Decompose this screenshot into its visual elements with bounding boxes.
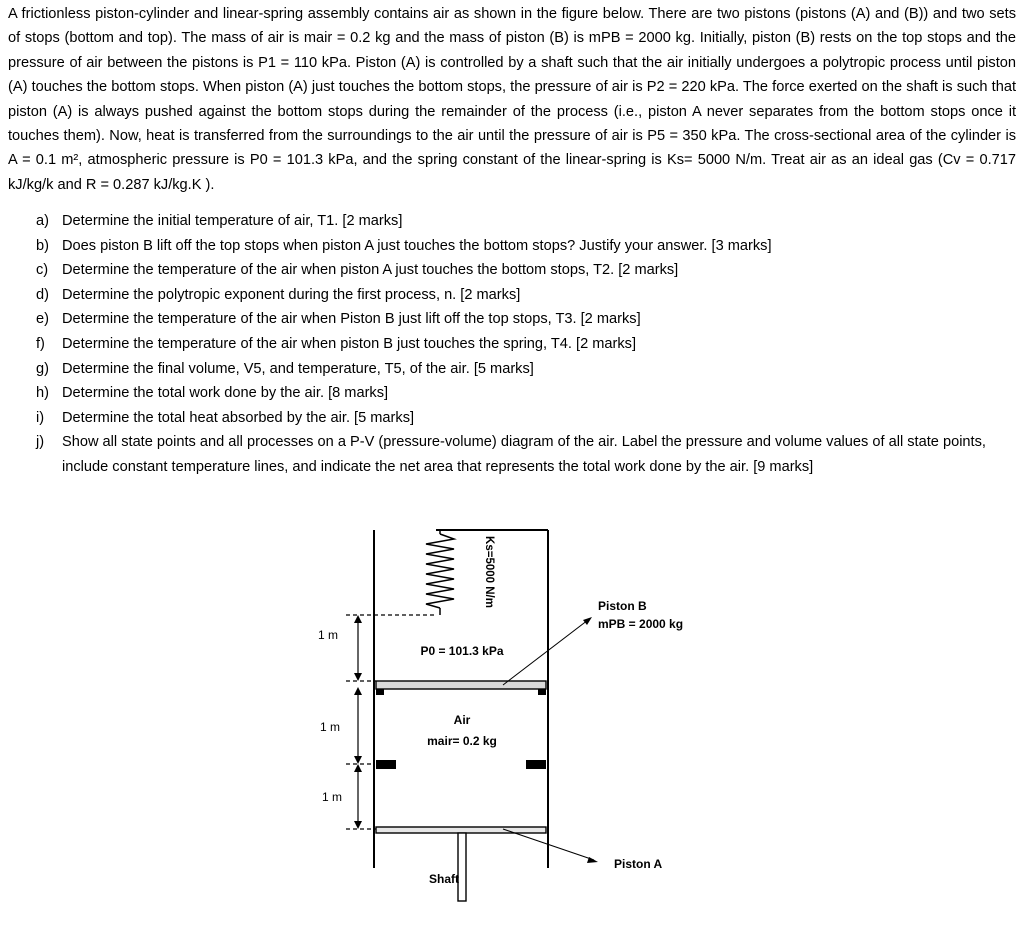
- atmospheric-pressure-label: P0 = 101.3 kPa: [420, 644, 504, 658]
- question-text: Determine the initial temperature of air, T1. [2 marks]: [62, 213, 403, 229]
- piston-b-label: Piston B: [598, 599, 647, 613]
- top-stop-right: [538, 689, 546, 695]
- piston-b: [376, 681, 546, 689]
- question-label: h): [36, 385, 49, 402]
- question-item: [36, 234, 996, 259]
- question-text: Determine the temperature of the air when piston B just touches the spring, T4. [2 marks]: [62, 335, 637, 352]
- question-item: [36, 332, 996, 357]
- dimension-label-bottom: 1 m: [321, 790, 343, 804]
- piston-b-leader-line: [503, 620, 588, 685]
- piston-cylinder-figure: [300, 520, 700, 910]
- top-stop-left: [376, 689, 384, 695]
- question-label: a): [36, 213, 49, 229]
- question-label: j): [36, 434, 45, 451]
- question-item: [36, 307, 996, 332]
- arrowhead-icon: [354, 673, 362, 681]
- question-item: [36, 258, 996, 283]
- question-label: e): [36, 311, 49, 328]
- question-text: Determine the temperature of the air when piston A just touches the bottom stops, T2. [2 marks]: [62, 262, 679, 279]
- spring-coil: [426, 534, 454, 608]
- question-label: f): [36, 335, 45, 352]
- bottom-stop-left: [376, 760, 396, 769]
- air-label: Air: [453, 713, 471, 727]
- piston-b-mass-label: mPB = 2000 kg: [598, 617, 684, 631]
- question-text: Does piston B lift off the top stops when piston A just touches the bottom stops? Justify your answer. [3 marks]: [62, 237, 772, 254]
- question-label: c): [36, 262, 49, 279]
- shaft-label: Shaft: [429, 872, 459, 886]
- question-item: [36, 406, 996, 431]
- question-label: i): [36, 409, 45, 426]
- question-label: d): [36, 286, 49, 303]
- question-text: Determine the final volume, V5, and temperature, T5, of the air. [5 marks]: [62, 360, 534, 377]
- question-label: b): [36, 237, 49, 254]
- shaft: [458, 833, 466, 901]
- arrowhead-icon: [354, 764, 362, 772]
- question-text: Determine the polytropic exponent during the first process, n. [2 marks]: [62, 286, 521, 303]
- question-text: Determine the total heat absorbed by the air. [5 marks]: [62, 409, 415, 426]
- arrowhead-icon: [354, 687, 362, 695]
- question-text: Show all state points and all processes on a P-V (pressure-volume) diagram of the air. Label the pressure and volume values of all state points, include constant temperature lines, and indicate the net area that represents the total work done by the air. [9 marks]: [62, 434, 986, 475]
- question-list: [36, 209, 996, 480]
- question-item: [36, 381, 996, 406]
- bottom-stop-right: [526, 760, 546, 769]
- arrowhead-icon: [354, 756, 362, 764]
- dimension-label-middle: 1 m: [319, 720, 341, 734]
- piston-a-label: Piston A: [614, 857, 663, 871]
- question-text: Determine the temperature of the air when Piston B just lift off the top stops, T3. [2 marks]: [62, 311, 641, 328]
- question-item: [36, 357, 996, 382]
- piston-a: [376, 827, 546, 833]
- dimension-label-top: 1 m: [317, 628, 339, 642]
- arrowhead-icon: [354, 821, 362, 829]
- spring-constant-label: Ks=5000 N/m: [483, 536, 495, 608]
- question-text: Determine the total work done by the air. [8 marks]: [62, 385, 389, 402]
- question-label: g): [36, 360, 49, 377]
- arrowhead-icon: [583, 617, 592, 625]
- air-mass-label: mair= 0.2 kg: [427, 734, 497, 748]
- arrowhead-icon: [354, 615, 362, 623]
- question-item: [36, 283, 996, 308]
- question-item: [36, 209, 996, 234]
- question-item: [36, 430, 996, 479]
- problem-statement: A frictionless piston-cylinder and linear-spring assembly contains air as shown in the figure below. There are two pistons (pistons (A) and (B)) and two sets of stops (bottom and top). The mass of air is mair = 0.2 kg and the mass of piston (B) is mPB = 2000 kg. Initially, piston (B) rests on the top stops and the pressure of air between the pistons is P1 = 110 kPa. Piston (A) is controlled by a shaft such that the air initially undergoes a polytropic process until piston (A) touches the bottom stops. When piston (A) just touches the bottom stops, the pressure of air is P2 = 220 kPa. The force exerted on the shaft is such that piston (A) is always pushed against the bottom stops during the remainder of the process (i.e., piston A never separates from the bottom stops once it touches them). Now, heat is transferred from the surroundings to the air until the pressure of air is P5 = 350 kPa. The cross-sectional area of the cylinder is A = 0.1 m², atmospheric pressure is P0 = 101.3 kPa, and the spring constant of the linear-spring is Ks= 5000 N/m. Treat air as an ideal gas (Cv = 0.717 kJ/kg/k and R = 0.287 kJ/kg.K ).: [8, 6, 1016, 193]
